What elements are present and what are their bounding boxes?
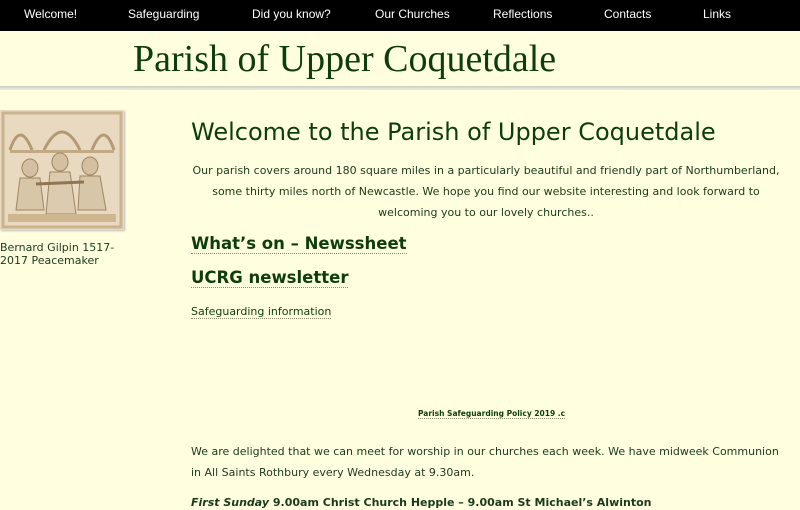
page-heading: Welcome to the Parish of Upper Coquetdale (191, 118, 716, 146)
nav-item-safeguarding[interactable]: Safeguarding (128, 7, 200, 21)
first-sunday-schedule (191, 496, 791, 509)
first-sunday-text: 9.00am Christ Church Hepple – 9.00am St Michael’s Alwinton (272, 496, 652, 509)
banner-divider (0, 86, 800, 90)
image-caption: Bernard Gilpin 1517-2017 Peacemaker (0, 241, 115, 267)
nav-item-welcome[interactable]: Welcome! (24, 7, 78, 21)
safeguarding-information-link[interactable]: Safeguarding information (191, 305, 332, 318)
intro-paragraph: Our parish covers around 180 square miles in a particularly beautiful and friendly part of Northumberland, some thirty miles north of Newcastle. We hope you find our website interesting and look forward to welcoming you to our lovely churches.. (192, 164, 780, 219)
nav-item-contacts[interactable]: Contacts (604, 7, 652, 21)
ucrg-newsletter-link[interactable]: UCRG newsletter (191, 268, 349, 287)
relief-illustration (0, 110, 124, 230)
site-title[interactable]: Parish of Upper Coquetdale (133, 38, 557, 80)
carved-relief-image (0, 110, 124, 230)
nav-item-reflections[interactable]: Reflections (493, 7, 553, 21)
newssheet-link[interactable]: What’s on – Newssheet (191, 234, 407, 253)
nav-item-our-churches[interactable]: Our Churches (375, 7, 450, 21)
top-navigation (0, 0, 800, 31)
nav-item-links[interactable]: Links (703, 7, 732, 21)
first-sunday-label: First Sunday (191, 496, 270, 509)
safeguarding-policy-link[interactable]: Parish Safeguarding Policy 2019 .c (418, 409, 566, 418)
worship-paragraph: We are delighted that we can meet for worship in our churches each week. We have midweek Communion in All Saints Rothbury every Wednesday at 9.30am. (191, 445, 779, 479)
nav-item-did-you-know[interactable]: Did you know? (252, 7, 331, 21)
